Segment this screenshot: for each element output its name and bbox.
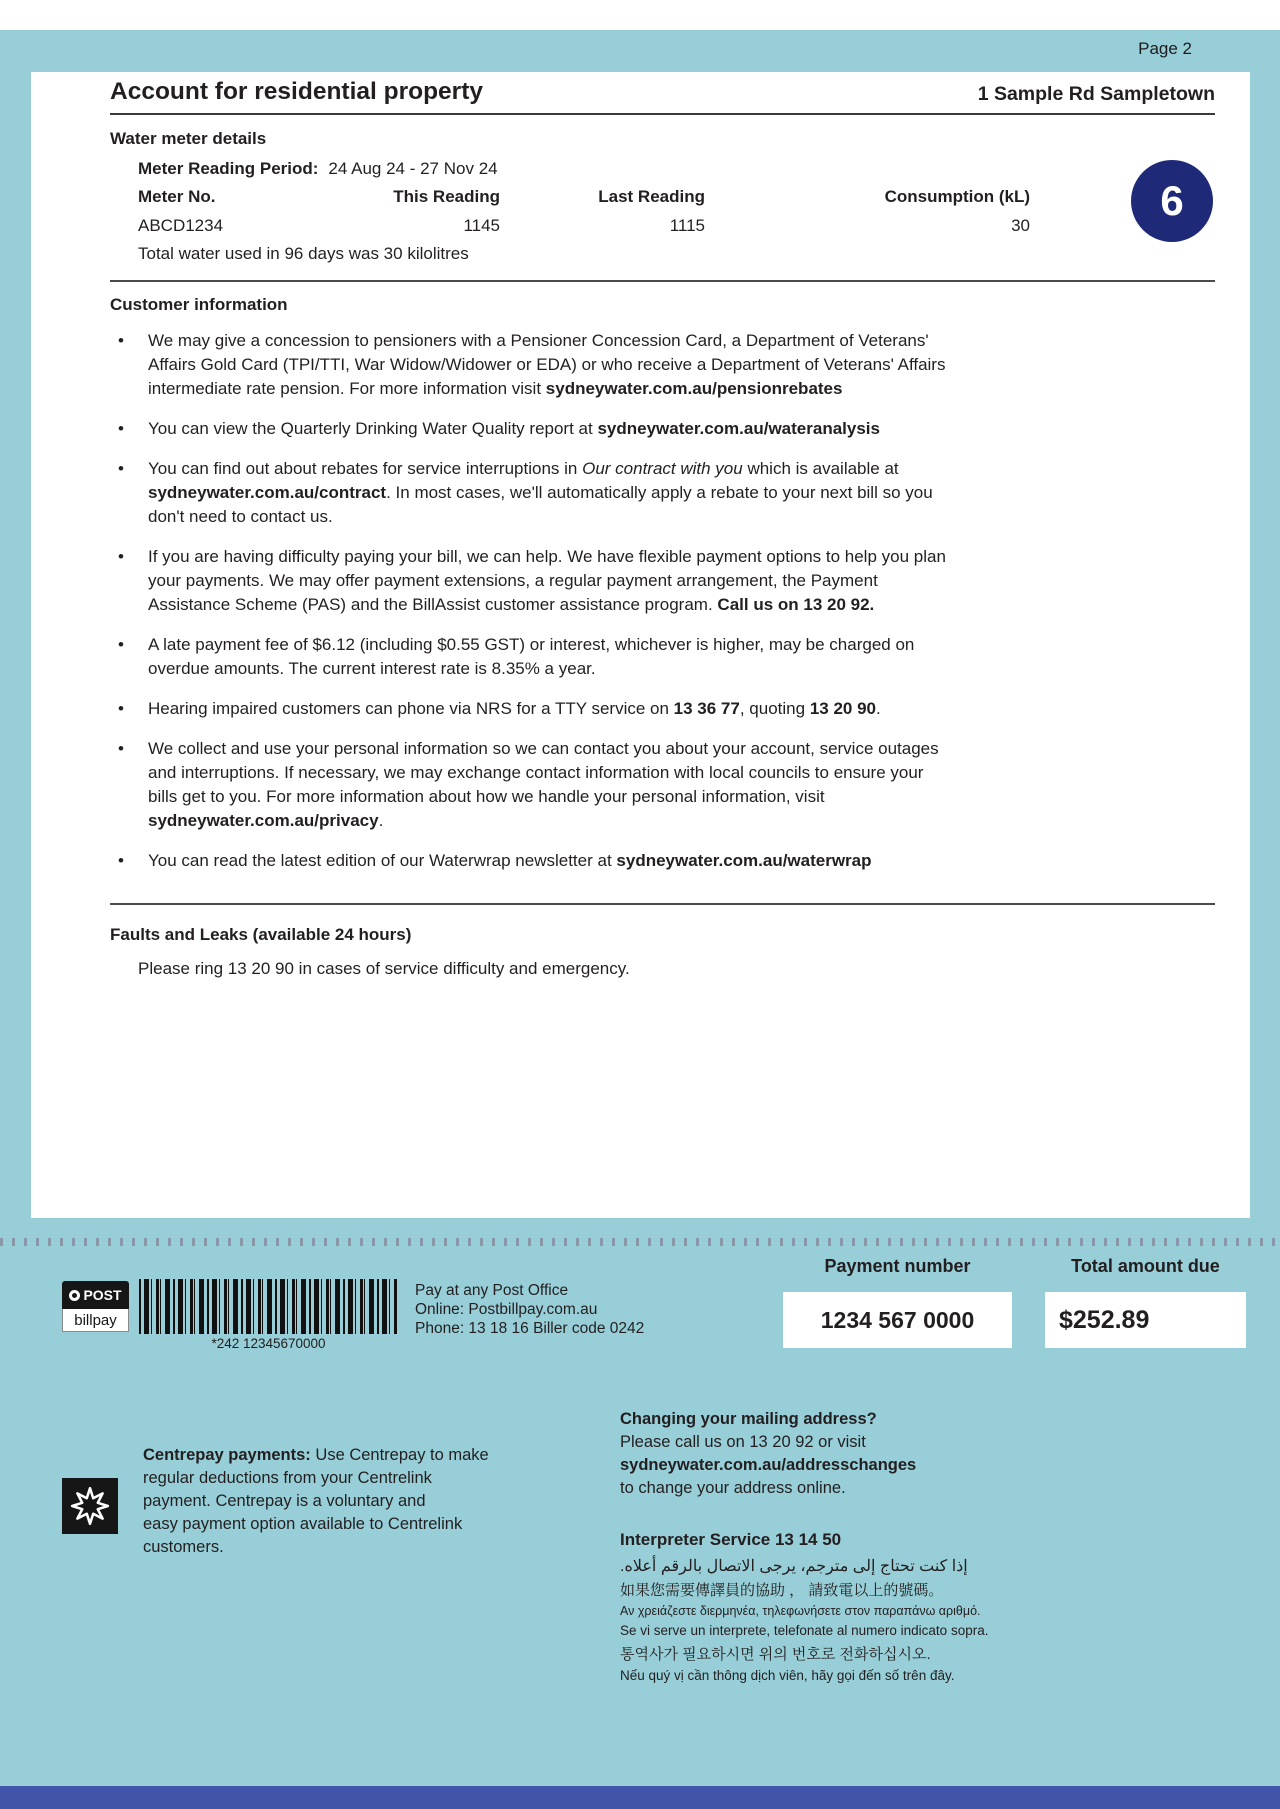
- meter-reading-period-label: Meter Reading Period:: [138, 159, 319, 178]
- pay-info-line: Online: Postbillpay.com.au: [415, 1301, 598, 1318]
- text-segment: regular deductions from your Centrelink: [143, 1469, 432, 1487]
- payment-number-value: 1234 567 0000: [783, 1292, 1012, 1348]
- text-segment: sydneywater.com.au/wateranalysis: [597, 419, 880, 438]
- address-change-heading: Changing your mailing address?: [620, 1410, 877, 1428]
- text-segment: .: [378, 811, 384, 830]
- bullet-item: [110, 849, 955, 873]
- page-title: Account for residential property: [110, 78, 484, 105]
- meter-no-value: ABCD1234: [138, 216, 224, 235]
- text-segment: .: [876, 699, 881, 718]
- payment-barcode: [139, 1279, 398, 1334]
- interpreter-service-heading: Interpreter Service 13 14 50: [620, 1530, 842, 1549]
- centrepay-line: [143, 1513, 489, 1536]
- post-label: POST: [83, 1287, 122, 1303]
- water-usage-summary: Total water used in 96 days was 30 kilolitres: [138, 244, 469, 263]
- payment-number-label: Payment number: [824, 1256, 971, 1276]
- text-segment: Call us on 13 20 92.: [717, 595, 875, 614]
- centrepay-line: [143, 1536, 489, 1559]
- text-segment: . In most cases, we'll automatically apply a rebate to your next bill so you don't need to contact us.: [148, 483, 933, 526]
- faults-leaks-text: Please ring 13 20 90 in cases of service difficulty and emergency.: [138, 959, 630, 978]
- meter-count-badge: 6: [1131, 160, 1213, 242]
- text-segment: 13 20 90: [809, 699, 876, 718]
- document-header: [110, 72, 1215, 115]
- bullet-item: [110, 737, 955, 833]
- col-last-reading: Last Reading: [598, 187, 705, 206]
- bullet-item: [110, 417, 955, 441]
- col-meter-no: Meter No.: [138, 187, 216, 206]
- text-segment: easy payment option available to Centrelink: [143, 1515, 463, 1533]
- address-change-block: [620, 1408, 916, 1500]
- centrepay-line: [143, 1444, 489, 1467]
- text-segment: customers.: [143, 1538, 224, 1556]
- text-segment: You can read the latest edition of our Waterwrap newsletter at: [148, 851, 617, 870]
- section-divider: [110, 903, 1215, 905]
- text-segment: Hearing impaired customers can phone via NRS for a TTY service on: [148, 699, 674, 718]
- text-segment: sydneywater.com.au/pensionrebates: [545, 379, 843, 398]
- payment-options-text: [415, 1281, 644, 1338]
- text-segment: sydneywater.com.au/contract: [148, 483, 387, 502]
- faults-leaks-heading: Faults and Leaks (available 24 hours): [110, 925, 412, 944]
- centrelink-star-icon: [62, 1478, 118, 1534]
- centrepay-line: [143, 1467, 489, 1490]
- tear-off-dashed-line: [0, 1238, 1280, 1246]
- total-amount-due-value: $252.89: [1045, 1292, 1246, 1348]
- text-segment: Centrepay payments:: [143, 1446, 311, 1464]
- auspost-logo: [62, 1281, 129, 1309]
- text-segment: A late payment fee of $6.12 (including $0.55 GST) or interest, whichever is higher, may be charged on overdue amounts. The current interest rate is 8.35% a year.: [148, 635, 915, 678]
- meter-table: [138, 187, 1215, 236]
- text-segment: , quoting: [739, 699, 810, 718]
- address-change-line: to change your address online.: [620, 1479, 846, 1497]
- section-divider: [110, 280, 1215, 282]
- interpreter-service-block: [620, 1530, 988, 1683]
- bill-body-card: [31, 72, 1250, 1218]
- barcode-number: *242 12345670000: [211, 1336, 326, 1351]
- post-billpay-logo: [62, 1281, 129, 1332]
- bullet-item: [110, 545, 955, 617]
- consumption-value: 30: [1011, 216, 1030, 235]
- col-consumption: Consumption (kL): [884, 187, 1030, 206]
- centrepay-text: [143, 1444, 489, 1559]
- bullet-item: [110, 633, 955, 681]
- billpay-label: billpay: [62, 1309, 129, 1332]
- centrepay-line: [143, 1490, 489, 1513]
- address-change-line: sydneywater.com.au/addresschanges: [620, 1456, 917, 1474]
- text-segment: Our contract with you: [582, 459, 743, 478]
- text-segment: You can view the Quarterly Drinking Water Quality report at: [148, 419, 598, 438]
- total-amount-due-label: Total amount due: [1071, 1256, 1220, 1276]
- page-number: Page 2: [1138, 39, 1192, 58]
- pay-info-line: Pay at any Post Office: [415, 1282, 569, 1299]
- bullet-item: [110, 457, 955, 529]
- text-segment: sydneywater.com.au/waterwrap: [616, 851, 872, 870]
- text-segment: payment. Centrepay is a voluntary and: [143, 1492, 426, 1510]
- text-segment: If you are having difficulty paying your bill, we can help. We have flexible payment options to help you plan your payments. We may offer payment extensions, a regular payment arrangement, the Payment Assistance Scheme (PAS) and the BillAssist customer assistance program.: [148, 547, 946, 614]
- interpreter-line-vietnamese: Nếu quý vị cần thông dịch viên, hãy gọi đến số trên đây.: [620, 1668, 955, 1683]
- property-address: 1 Sample Rd Sampletown: [977, 83, 1215, 105]
- text-segment: 13 36 77: [673, 699, 740, 718]
- customer-information-heading: Customer information: [110, 295, 288, 314]
- interpreter-line-korean: 통역사가 필요하시면 위의 번호로 전화하십시오.: [620, 1646, 931, 1663]
- bullet-item: [110, 697, 955, 721]
- this-reading-value: 1145: [463, 216, 500, 235]
- address-change-line: Please call us on 13 20 92 or visit: [620, 1433, 866, 1451]
- text-segment: إذا كنت تحتاج إلى مترجم، يرجى الاتصال بالرقم أعلاه.: [620, 1558, 968, 1575]
- text-segment: We collect and use your personal information so we can contact you about your account, service outages and interruptions. If necessary, we may exchange contact information with local councils to ensure your bills get to you. For more information about how we handle your personal information, visit: [148, 739, 939, 806]
- interpreter-line-greek: Αν χρειάζεστε διερμηνέα, τηλεφωνήσετε στον παραπάνω αριθμό.: [620, 1604, 981, 1618]
- text-segment: sydneywater.com.au/privacy: [148, 811, 379, 830]
- address-change-lines: [620, 1431, 916, 1500]
- bullet-item: [110, 329, 955, 401]
- text-segment: You can find out about rebates for service interruptions in: [148, 459, 583, 478]
- col-this-reading: This Reading: [393, 187, 500, 206]
- last-reading-value: 1115: [669, 216, 705, 235]
- auspost-circle-icon: [69, 1290, 80, 1301]
- interpreter-lines: [620, 1556, 988, 1683]
- customer-bullet-list: [110, 329, 955, 873]
- text-segment: Use Centrepay to make: [310, 1446, 489, 1464]
- meter-reading-period-value: 24 Aug 24 - 27 Nov 24: [328, 159, 498, 178]
- meter-reading-period: [138, 159, 1215, 179]
- interpreter-line-arabic: [620, 1556, 988, 1576]
- text-segment: We may give a concession to pensioners with a Pensioner Concession Card, a Department of Veterans' Affairs Gold Card (TPI/TTI, War Widow/Widower or EDA) or who receive a Department of Veterans' Affairs intermediate rate pension. For more information visit: [148, 331, 946, 398]
- text-segment: which is available at: [742, 459, 899, 478]
- pay-info-line: Phone: 13 18 16 Biller code 0242: [415, 1320, 645, 1337]
- bill-content: [110, 72, 1215, 979]
- water-meter-heading: Water meter details: [110, 129, 267, 148]
- interpreter-line-italian: Se vi serve un interprete, telefonate al numero indicato sopra.: [620, 1623, 989, 1638]
- bottom-blue-band: [0, 1786, 1280, 1809]
- interpreter-line-chinese: 如果您需要傳譯員的協助 ， 請致電以上的號碼。: [620, 1582, 944, 1599]
